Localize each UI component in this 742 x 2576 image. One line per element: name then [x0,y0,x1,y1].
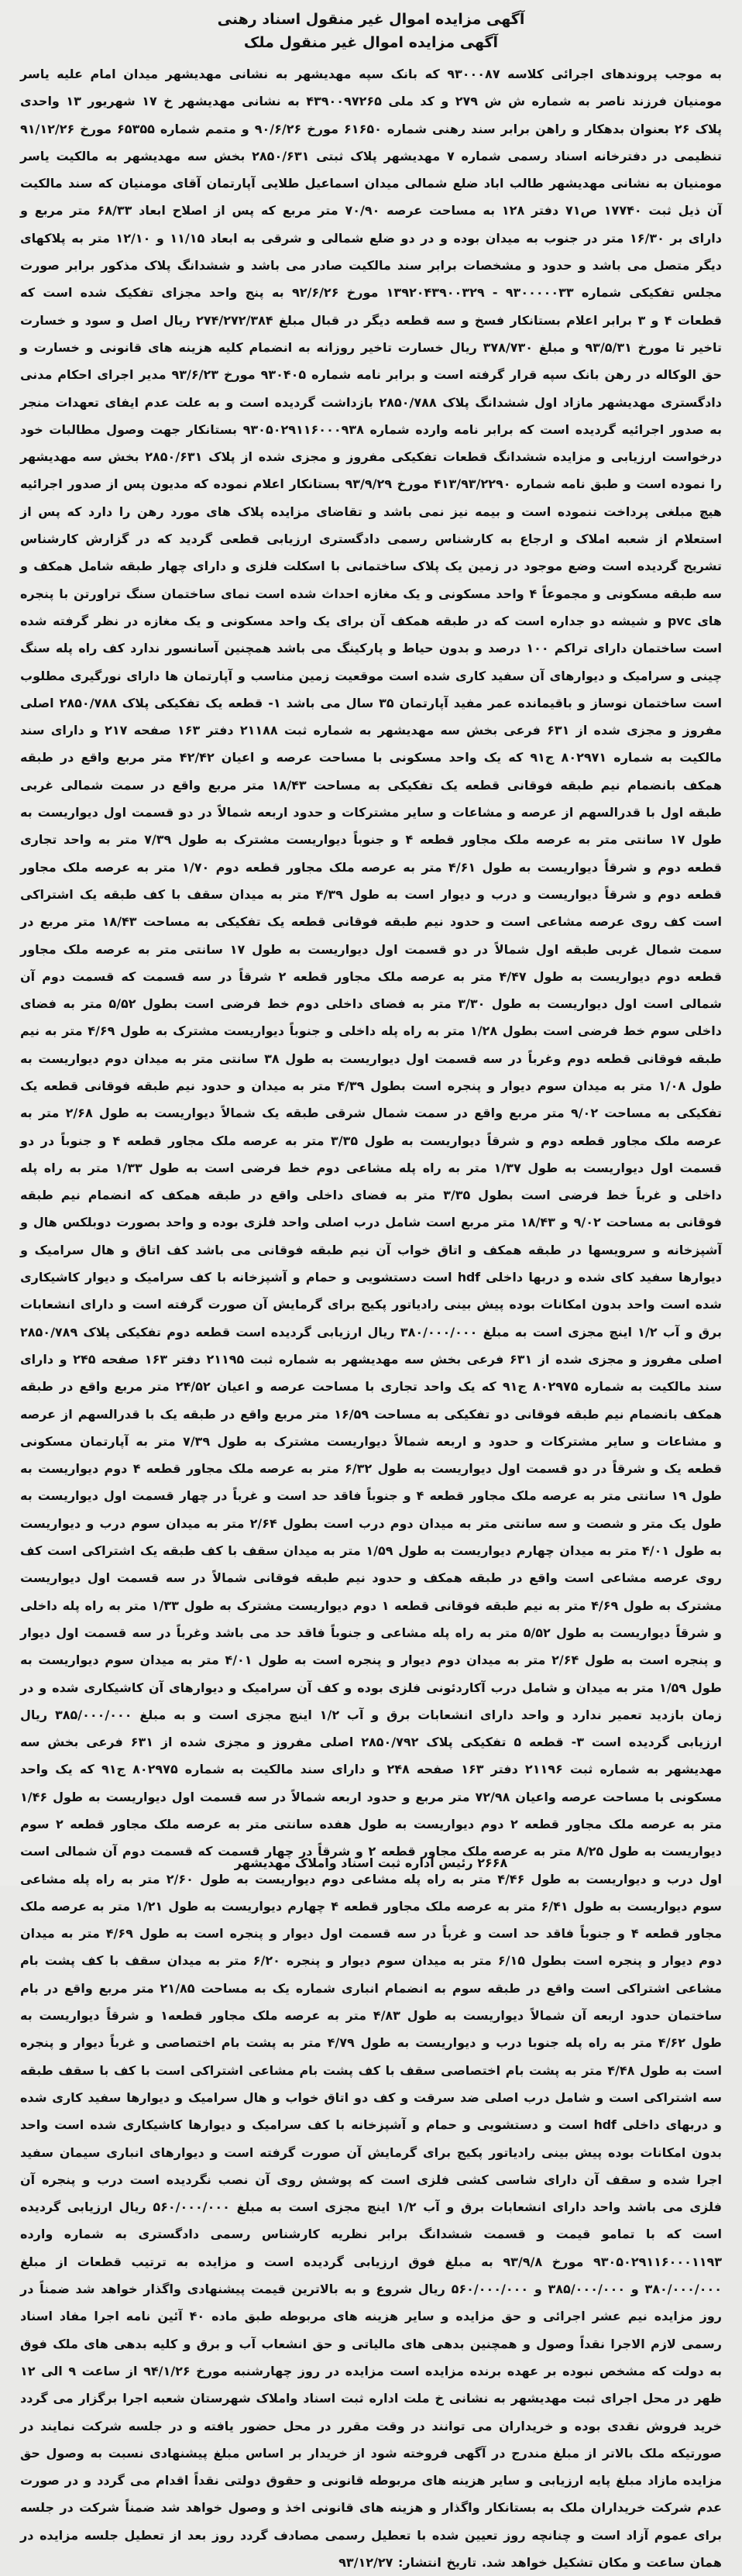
notice-signature: ۲۶۶۸ رئیس اداره ثبت اسناد واملاک مهدیشهر [234,1855,508,1870]
notice-body: به موجب پروندهای اجرائی کلاسه ۹۳۰۰۰۸۷ که بانک سپه مهدیشهر به نشانی مهدیشهر میدان امام علیه یاسر مومنیان فرزند ناصر به شماره ش ش ۲۷۹ و کد ملی ۴۳۹۰۰۹۷۲۶۵ به نشانی مهدیشهر خ ۱۷ شهریور ۱۳ واحدی پلاک ۲۶ بعنوان بدهکار و راهن برابر سند رهنی شماره ۶۱۶۵۰ مورخ ۹۰/۶/۲۶ و متمم شماره ۶۵۳۵۵ مورخ ۹۱/۱۲/۲۶ تنظیمی در دفترخانه اسناد رسمی شماره ۷ مهدیشهر پلاک ثبتی ۲۸۵۰/۶۳۱ بخش سه مهدیشهر به مالکیت یاسر مومنیان به نشانی مهدیشهر طالب اباد ضلع شمالی میدان اسماعیل طلایی آپارتمان آقای مومنیان که سند مالکیت آن ذیل ثبت ۱۷۷۴۰ ص۷۱ دفتر ۱۲۸ به مساحت عرصه ۷۰/۹۰ متر مربع که پس از اصلاح ابعاد ۶۸/۳۳ متر مربع و دارای بر ۱۶/۳۰ متر در جنوب به میدان بوده و در دو ضلع شمالی و شرقی به ابعاد ۱۱/۱۵ و ۱۲/۱۰ متر به پلاکهای دیگر متصل می باشد و حدود و مشخصات برابر سند مالکیت صادر می باشد و ششدانگ پلاک مذکور برابر صورت مجلس تفکیکی شماره ۹۳۰۰۰۰۰۳۳ - ۱۳۹۲۰۴۳۹۰۰۳۲۹ مورخ ۹۲/۶/۲۶ به پنج واحد مجزای تفکیک شده است که قطعات ۴ و ۳ برابر اعلام بستانکار فسخ و سه قطعه دیگر در قبال مبلغ ۲۷۴/۲۷۲/۳۸۴ ریال اصل و سود و خسارت تاخیر تا مورخ ۹۳/۵/۳۱ و مبلغ ۳۷۸/۷۳۰ ریال خسارت تاخیر روزانه به انضمام کلیه هزینه های قانونی و خسارت و حق الوکاله در رهن بانک سپه قرار گرفته است و برابر نامه شماره ۹۳۰۴۰۵ مورخ ۹۳/۶/۲۳ مدیر اجرای احکام مدنی دادگستری مهدیشهر مازاد اول ششدانگ پلاک ۲۸۵۰/۷۸۸ بازداشت گردیده است و به علت عدم ایفای تعهدات منجر به صدور اجرائیه گردیده است که برابر نامه وارده شماره ۹۳۰۵۰۲۹۱۱۶۰۰۰۹۳۸ بستانکار جهت وصول مطالبات خود درخواست ارزیابی و مزایده ششدانگ قطعات تفکیکی مفروز و مجزی شده از پلاک ۲۸۵۰/۶۳۱ بخش سه مهدیشهر را نموده است و طبق نامه شماره ۴۱۳/۹۳/۲۲۹۰ مورخ ۹۳/۹/۲۹ بستانکار اعلام نموده که مدیون پس از صدور اجرائیه هیچ مبلغی پرداخت ننموده است و بیمه نیز نمی باشد و تقاضای مزایده پلاک های مورد رهن را دارد که پس از استعلام از شعبه املاک و ارجاع به کارشناس رسمی دادگستری ارزیابی قطعی گردید که در گزارش کارشناس تشریح گردیده است وضع موجود در زمین یک پلاک ساختمانی با اسکلت فلزی و دارای چهار طبقه شامل همکف و سه طبقه مسکونی و مجموعاً ۴ واحد مسکونی و یک مغازه احداث شده است نمای ساختمان سنگ تراورتن با پنجره های pvc و شیشه دو جداره است که در طبقه همکف آن برای یک واحد مسکونی و یک مغازه در نظر گرفته شده است ساختمان دارای تراکم ۱۰۰ درصد و بدون حیاط و پارکینگ می باشد همچنین آسانسور ندارد کف راه پله سنگ چینی و سرامیک و دیوارهای آن سفید کاری شده است موقعیت زمین مناسب و آپارتمان ها دارای نورگیری مطلوب است ساختمان نوساز و باقیمانده عمر مفید آپارتمان ۳۵ سال می باشد ۱- قطعه یک تفکیکی پلاک ۲۸۵۰/۷۸۸ اصلی مفروز و مجزی شده از ۶۳۱ فرعی بخش سه مهدیشهر به شماره ثبت ۲۱۱۸۸ دفتر ۱۶۳ صفحه ۲۱۷ و دارای سند مالکیت به شماره ۸۰۲۹۷۱ ج۹۱ که یک واحد مسکونی با مساحت عرصه و اعیان ۴۲/۴۲ متر مربع واقع در طبقه همکف بانضمام نیم طبقه فوقانی قطعه یک تفکیکی به مساحت ۱۸/۴۳ متر مربع واقع در سمت شمالی غربی طبقه اول با قدرالسهم از عرصه و مشاعات و سایر مشترکات و حدود اربعه شمالاً در دو قسمت اول دیواریست به طول ۱۷ سانتی متر به عرصه ملک مجاور قطعه ۴ و جنوباً دیواریست مشترک به طول ۷/۳۹ متر به واحد تجاری قطعه دوم و شرقاً دیواریست به طول ۴/۶۱ متر به عرصه ملک مجاور قطعه دوم ۱/۷۰ متر به عرصه ملک مجاور قطعه دوم و شرقاً دیواریست و درب و دیوار است به طول ۴/۳۹ متر به میدان سقف با کف طبقه یک اشتراکی است کف روی عرصه مشاعی است و حدود نیم طبقه فوقانی قطعه یک تفکیکی به مساحت ۱۸/۴۳ متر مربع در سمت شمال غربی طبقه اول شمالاً در دو قسمت اول دیواریست به طول ۱۷ سانتی متر به عرصه ملک مجاور قطعه دوم دیواریست به طول ۴/۴۷ متر به عرصه ملک مجاور قطعه ۲ شرقاً در سه قسمت که قسمت دوم آن شمالی است اول دیواریست به طول ۳/۳۰ متر به فضای داخلی دوم خط فرضی است بطول ۵/۵۲ متر به فضای داخلی سوم خط فرضی است بطول ۱/۲۸ متر به راه پله داخلی و جنوباً دیواریست مشترک به طول ۴/۶۹ متر به نیم طبقه فوقانی قطعه دوم وغرباً در سه قسمت اول دیواریست به طول ۳۸ سانتی متر به میدان دوم دیواریست به طول ۱/۰۸ متر به میدان سوم دیوار و پنجره است بطول ۴/۳۹ متر به میدان و حدود نیم طبقه فوقانی قطعه یک تفکیکی به مساحت ۹/۰۲ متر مربع واقع در سمت شمال شرقی طبقه یک شمالاً دیواریست به طول ۲/۶۸ متر به عرصه ملک مجاور قطعه دوم و شرقاً دیواریست به طول ۳/۳۵ متر به عرصه ملک مجاور قطعه ۴ و جنوباً در دو قسمت اول دیواریست به طول ۱/۳۷ متر به راه پله مشاعی دوم خط فرضی است به طول ۱/۳۳ متر به راه پله داخلی و غرباً خط فرضی است بطول ۳/۳۵ متر به فضای داخلی واقع در طبقه همکف که انضمام نیم طبقه فوقانی به مساحت ۹/۰۲ و ۱۸/۴۳ متر مربع است شامل درب اصلی واحد فلزی بوده و واحد بصورت دوبلکس هال و آشپزخانه و سرویسها در طبقه همکف و اتاق خواب آن نیم طبقه فوقانی می باشد کف اتاق و هال سرامیک و دیوارها سفید کای شده و دربها داخلی hdf است دستشویی و حمام و آشپزخانه با کف سرامیک و دیوار کاشیکاری شده است واحد بدون امکانات بوده پیش بینی رادیاتور پکیج برای گرمایش آن صورت گرفته است و دارای انشعابات برق و آب ۱/۲ اینچ مجزی است به مبلغ ۳۸۰/۰۰۰/۰۰۰ ریال ارزیابی گردیده است قطعه دوم تفکیکی پلاک ۲۸۵۰/۷۸۹ اصلی مفروز و مجزی شده از ۶۳۱ فرعی بخش سه مهدیشهر به شماره ثبت ۲۱۱۹۵ دفتر ۱۶۳ صفحه ۲۴۵ و دارای سند مالکیت به شماره ۸۰۲۹۷۵ ج۹۱ که یک واحد تجاری با مساحت عرصه و اعیان ۲۴/۵۲ متر مربع واقع در طبقه همکف بانضمام نیم طبقه فوقانی دو تفکیکی به مساحت ۱۶/۵۹ متر مربع واقع در طبقه یک با قدرالسهم از عرصه و مشاعات و سایر مشترکات و حدود و اربعه شمالاً دیواریست مشترک به طول ۷/۳۹ متر به آپارتمان مسکونی قطعه یک و شرقاً در دو قسمت اول دیواریست به طول ۶/۳۲ متر به عرصه ملک مجاور قطعه ۴ دوم دیواریست به طول ۱۹ سانتی متر به عرصه ملک مجاور قطعه ۴ و جنوباً فاقد حد است و غرباً در چهار قسمت اول دیواریست به طول یک متر و شصت و سه سانتی متر به میدان دوم درب است بطول ۲/۶۴ متر به میدان سوم درب و دیواریست به طول ۴/۰۱ متر به میدان چهارم دیواریست به طول ۱/۵۹ متر به میدان سقف با کف طبقه یک اشتراکی است کف روی عرصه مشاعی است واقع در طبقه همکف و حدود نیم طبقه فوقانی شمالاً در سه قسمت اول دیواریست مشترک به طول ۴/۶۹ متر به نیم طبقه فوقانی قطعه ۱ دوم دیواریست مشترک به طول ۱/۳۳ متر به راه پله داخلی و شرقاً دیواریست به طول ۵/۵۲ متر به راه پله مشاعی و جنوباً فاقد حد می باشد وغرباً در سه قسمت اول دیوار و پنجره است به طول ۲/۶۴ متر به میدان دوم دیوار و پنجره است به طول ۴/۰۱ متر به میدان سوم دیواریست به طول ۱/۵۹ متر به میدان و شامل درب آکاردئونی فلزی بوده و کف آن سرامیک و دیوارهای آن کاشیکاری شده و در زمان بازدید تعمیر ندارد و واحد دارای انشعابات برق و آب ۱/۲ اینچ مجزی است و به مبلغ ۳۸۵/۰۰۰/۰۰۰ ریال ارزیابی گردیده است ۳- قطعه ۵ تفکیکی پلاک ۲۸۵۰/۷۹۲ اصلی مفروز و مجزی شده از ۶۳۱ فرعی بخش سه مهدیشهر به شماره ثبت ۲۱۱۹۶ دفتر ۱۶۳ صفحه ۲۴۸ و دارای سند مالکیت به شماره ۸۰۲۹۷۵ ج۹۱ که یک واحد مسکونی با مساحت عرصه واعیان ۷۲/۹۸ متر مربع و حدود اربعه شمالاً در سه قسمت اول دیواریست به طول ۱/۴۶ متر به عرصه ملک مجاور قطعه ۲ دوم دیواریست به طول هفده سانتی متر به عرصه ملک مجاور قطعه ۲ سوم دیواریست به طول ۸/۲۵ متر به عرصه ملک مجاور قطعه ۲ و شرقاً در چهار قسمت که قسمت دوم آن شمالی است اول درب و دیواریست به طول ۴/۴۶ متر به راه پله مشاعی دوم دیواریست به طول ۲/۶۰ متر به راه پله مشاعی سوم دیواریست به طول ۶/۴۱ متر به عرصه ملک مجاور قطعه ۴ چهارم دیواریست به طول ۱/۲۱ متر به عرصه ملک مجاور قطعه ۴ و جنوباً فاقد حد است و غرباً در سه قسمت اول دیوار و پنجره است به طول ۴/۶۹ متر به میدان دوم دیوار و پنجره است بطول ۶/۱۵ متر به میدان سوم دیوار و پنجره ۶/۲۰ متر به میدان سقف با کف پشت بام مشاعی اشتراکی است واقع در طبقه سوم به انضمام انباری شماره یک به مساحت ۲۱/۸۵ متر مربع واقع در بام ساختمان حدود اربعه آن شمالاً دیواریست به طول ۴/۸۳ متر به عرصه ملک مجاور قطعه۱ و شرقاً دیواریست به طول ۴/۶۲ متر به راه پله جنوبا درب و دیواریست به طول ۴/۷۹ متر به پشت بام اختصاصی و غرباً دیوار و پنجره است به طول ۴/۴۸ متر به پشت بام اختصاصی سقف با کف پشت بام مشاعی اشتراکی است با کف با سقف طبقه سه اشتراکی است و شامل درب اصلی ضد سرقت و کف دو اتاق خواب و هال سرامیک و دیوارها سفید کاری شده و دربهای داخلی hdf است و دستشویی و حمام و آشپزخانه با کف سرامیک و دیوارها کاشیکاری شده است واحد بدون امکانات بوده پیش بینی رادیاتور پکیج برای گرمایش آن صورت گرفته است و دیوارهای انباری سیمان سفید اجرا شده و سقف آن دارای شاسی کشی فلزی است که پوشش روی آن نصب نگردیده است درب و پنجره آن فلزی می باشد واحد دارای انشعابات برق و آب ۱/۲ اینچ مجزی است به مبلغ ۵۶۰/۰۰۰/۰۰۰ ریال ارزیابی گردیده است که با تمامو قیمت و قسمت ششدانگ برابر نظریه کارشناس رسمی دادگستری به شماره وارده ۹۳۰۵۰۲۹۱۱۶۰۰۰۱۱۹۳ مورخ ۹۳/۹/۸ به مبلغ فوق ارزیابی گردیده است و مزایده به ترتیب قطعات از مبلغ ۳۸۰/۰۰۰/۰۰۰ و ۳۸۵/۰۰۰/۰۰۰ و ۵۶۰/۰۰۰/۰۰۰ ریال شروع و به بالاترین قیمت پیشنهادی واگذار خواهد شد ضمناً در روز مزایده نیم عشر اجرائی و حق مزایده و سایر هزینه های مربوطه طبق ماده ۴۰ آئین نامه اجرا مفاد اسناد رسمی لازم الاجرا نقداً وصول و همچنین بدهی های مالیاتی و حق انشعاب آب و برق و کلیه بدهی های ملک فوق به دولت که مشخص نبوده بر عهده برنده مزایده است مزایده در روز چهارشنبه مورخ ۹۴/۱/۲۶ از ساعت ۹ الی ۱۲ ظهر در محل اجرای ثبت مهدیشهر به نشانی خ ملت اداره ثبت اسناد واملاک شهرستان شعبه اجرا برگزار می گردد خرید فروش نقدی بوده و خریداران می توانند در وقت مقرر در محل حضور یافته و در جلسه شرکت نمایند در صورتیکه ملک بالاتر از مبلغ مندرج در آگهی فروخته شود از خریدار بر اساس مبلغ پیشنهادی نسبت به وصول حق مزایده مازاد مبلغ پایه ارزیابی و سایر هزینه های مربوطه قانونی و حقوق دولتی نقداً اقدام می گردد و در صورت عدم شرکت خریداران ملک به بستانکار واگذار و هزینه های قانونی اخذ و وصول خواهد شد ضمناً شرکت در جلسه برای عموم آزاد است و چنانچه روز تعیین شده با تعطیل رسمی مصادف گردد روز بعد از تعطیل جلسه مزایده در همان ساعت و مکان تشکیل خواهد شد. تاریخ انتشار: ۹۳/۱۲/۲۷ [20,67,723,2571]
notice-title: آگهی مزایده اموال غیر منقول اسناد رهنی [217,11,525,28]
notice-subtitle: آگهی مزایده اموال غیر منقول ملک [243,34,499,51]
